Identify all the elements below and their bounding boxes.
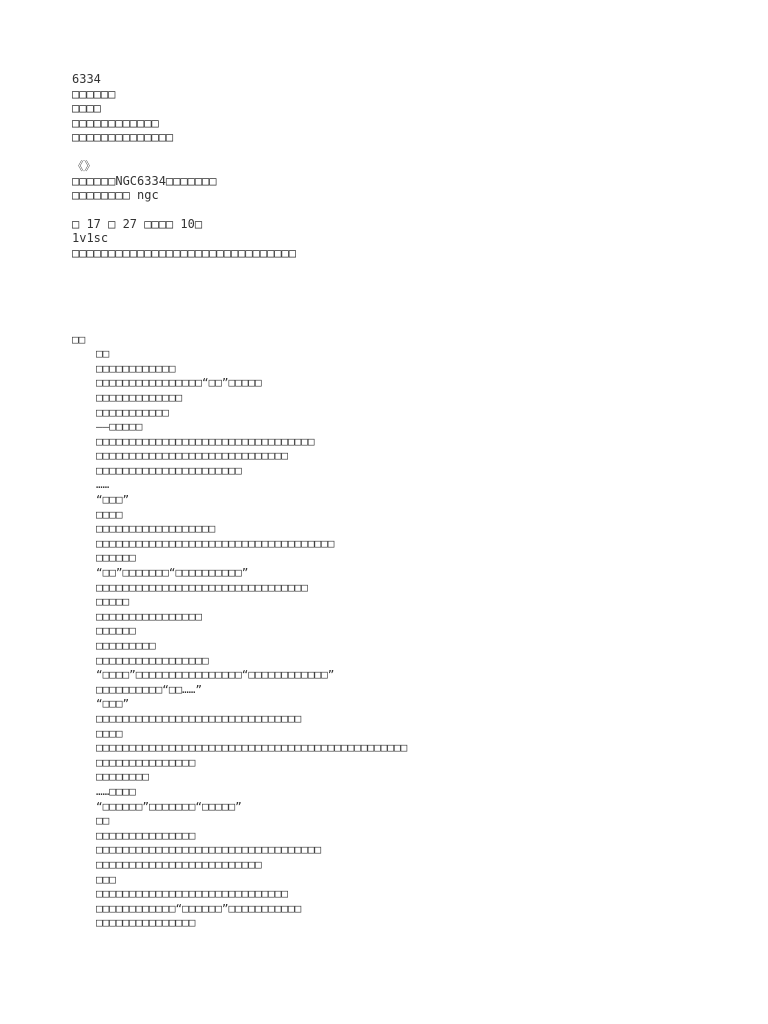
content-line: …… xyxy=(96,478,110,492)
info-block xyxy=(72,217,692,261)
spacer xyxy=(72,261,692,333)
header-block xyxy=(72,72,692,145)
content-line: □□□□□□ xyxy=(96,551,136,565)
info-line: 1v1sc xyxy=(72,231,109,246)
content-line: □□□□□□□□□□□□ xyxy=(96,361,176,375)
content-block xyxy=(72,333,692,931)
content-line: □□□□□□□□□□“□□……” xyxy=(96,682,202,696)
content-line: “□□□” xyxy=(96,697,130,711)
meta-block xyxy=(72,159,692,203)
content-line: □□□□□ xyxy=(96,595,130,609)
content-line: ……□□□□ xyxy=(96,784,136,798)
content-line: □□□□□□□□□□□ xyxy=(96,405,169,419)
content-line: □□□□□□□□□□□□□□□□“□□”□□□□□ xyxy=(96,376,262,390)
content-line: □□ xyxy=(96,814,110,828)
spacer xyxy=(72,203,692,217)
meta-line: □□□□□□□□ ngc xyxy=(72,188,159,203)
content-line: □□□□□□□□□□□□□□□ xyxy=(96,755,196,769)
content-line: □□□□□□□□□□□□“□□□□□□”□□□□□□□□□□□ xyxy=(96,901,302,915)
content-line: “□□”□□□□□□□“□□□□□□□□□□” xyxy=(96,566,249,580)
content-line: ——□□□□□ xyxy=(96,420,143,434)
info-line: □ 17 □ 27 □□□□ 10□ xyxy=(72,216,203,231)
header-line: □□□□□□□□□□□□□□ xyxy=(72,130,174,145)
content-line: □□□□□□□□□ xyxy=(96,639,156,652)
content-line: □□□□□□□□□□□□□□□□□□□□□□□□□□□□□ xyxy=(96,449,289,463)
meta-line: □□□□□□NGC6334□□□□□□□ xyxy=(72,173,217,188)
content-lines xyxy=(72,347,692,931)
header-line: 6334 xyxy=(72,72,101,86)
content-line: □□□□□□□□□□□□□□□□ xyxy=(96,609,202,623)
content-line: □□□□ xyxy=(96,726,123,740)
content-line: □□□□□□□□ xyxy=(96,770,149,784)
content-line: □□□□ xyxy=(96,507,123,521)
content-line: □□□□□□ xyxy=(96,624,136,638)
content-line: □□□□□□□□□□□□□□□□□□□□□□□□□□□□□□□□□□□□□□□□□□□□□□□ xyxy=(96,741,408,755)
content-line: □□□□□□□□□□□□□□□ xyxy=(96,916,196,930)
content-heading: □□ xyxy=(72,332,86,346)
info-line: □□□□□□□□□□□□□□□□□□□□□□□□□□□□□□□ xyxy=(72,245,296,260)
content-line: □□□□□□□□□□□□□□□□□ xyxy=(96,653,209,667)
header-line: □□□□□□ xyxy=(72,86,116,101)
content-line: □□□ xyxy=(96,872,116,886)
header-line: □□□□ xyxy=(72,101,101,116)
spacer xyxy=(72,145,692,159)
content-line: □□□□□□□□□□□□□□□□□□□□□□ xyxy=(96,463,242,477)
content-line: □□□□□□□□□□□□□ xyxy=(96,390,183,404)
content-line: □□□□□□□□□□□□□□□□□□□□□□□□□□□□□ xyxy=(96,887,289,901)
content-line: □□□□□□□□□□□□□□□□□□□□□□□□□ xyxy=(96,857,262,871)
content-line: “□□□□□□”□□□□□□□“□□□□□” xyxy=(96,799,242,813)
content-line: □□□□□□□□□□□□□□□□□□□□□□□□□□□□□□□□□ xyxy=(96,434,315,448)
content-line: “□□□□”□□□□□□□□□□□□□□□□“□□□□□□□□□□□□” xyxy=(96,668,335,682)
content-line: □□□□□□□□□□□□□□□□□□□□□□□□□□□□□□□ xyxy=(96,711,302,725)
content-line: □□□□□□□□□□□□□□□□□□□□□□□□□□□□□□□□ xyxy=(96,580,308,594)
content-line: □□□□□□□□□□□□□□□ xyxy=(96,828,196,842)
meta-line: 《》 xyxy=(72,158,97,173)
content-line: □□□□□□□□□□□□□□□□□□ xyxy=(96,522,216,536)
header-line: □□□□□□□□□□□□ xyxy=(72,115,159,130)
content-line: “□□□” xyxy=(96,493,130,507)
content-line: □□ xyxy=(96,347,110,361)
content-line: □□□□□□□□□□□□□□□□□□□□□□□□□□□□□□□□□□□□ xyxy=(96,536,335,550)
content-line: □□□□□□□□□□□□□□□□□□□□□□□□□□□□□□□□□□ xyxy=(96,843,322,857)
document-page xyxy=(72,72,692,931)
